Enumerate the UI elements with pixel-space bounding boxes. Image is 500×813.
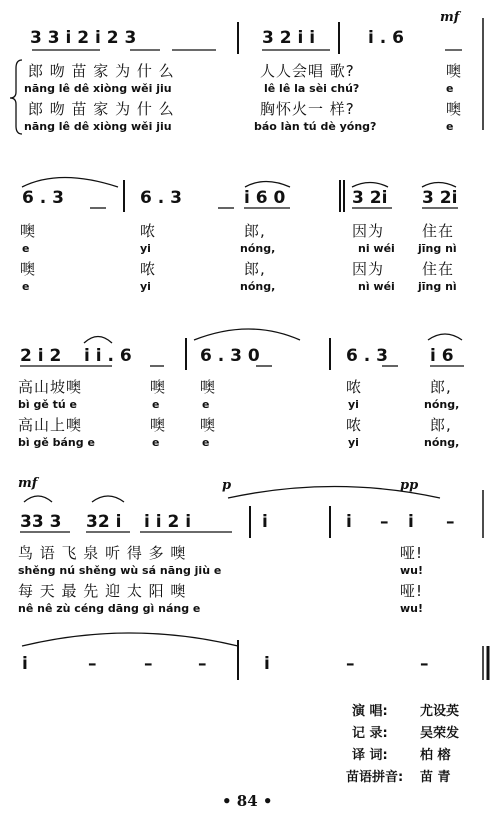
lyric-pinyin: e [22, 280, 30, 293]
lyric-hanzi: 人人会唱 歌? [260, 62, 355, 80]
lyric-hanzi: 噢 [150, 378, 167, 396]
lyric-hanzi: 噢 [446, 100, 463, 118]
note-group: 2 i 2 [20, 346, 62, 366]
lyric-pinyin: bì gě báng e [18, 436, 95, 449]
note-group: 3 2i [352, 188, 388, 208]
note-group: i [22, 654, 28, 674]
note-dash: – [380, 512, 389, 532]
lyric-pinyin: yi [140, 242, 151, 255]
lyric-hanzi: 哝 [346, 378, 363, 396]
note-dash: – [446, 512, 455, 532]
lyric-hanzi: 郎, [244, 222, 266, 240]
lyric-pinyin: báo làn tú dè yóng? [254, 120, 377, 133]
lyric-hanzi: 郎, [430, 378, 452, 396]
note-group: i . 6 [368, 28, 404, 48]
lyric-hanzi: 高山上噢 [18, 416, 83, 434]
lyric-hanzi: 因为 [352, 222, 385, 240]
note-group: 6 . 3 [346, 346, 388, 366]
credit-role: 译 词: [352, 748, 388, 763]
lyric-hanzi: 噢 [20, 222, 37, 240]
lyric-pinyin: nì wéi [358, 280, 395, 293]
credit-name: 尤设英 [420, 704, 460, 719]
lyric-pinyin: nāng lê dê xiòng wěi jiu [24, 82, 172, 95]
lyric-hanzi: 噢 [200, 416, 217, 434]
lyric-pinyin: e [152, 398, 160, 411]
lyric-hanzi: 噢 [446, 62, 463, 80]
lyric-pinyin: e [22, 242, 30, 255]
credit-name: 柏 榕 [420, 748, 451, 763]
note-group: 32 i [86, 512, 122, 532]
credit-role: 记 录: [352, 726, 388, 741]
lyric-hanzi: 高山坡噢 [18, 378, 83, 396]
dynamic-pp: pp [400, 478, 419, 493]
lyric-hanzi: 郎 吻 苗 家 为 什 么 [28, 62, 175, 80]
lyric-hanzi: 哝 [346, 416, 363, 434]
note-group: i [262, 512, 268, 532]
dynamic-p: p [222, 478, 232, 493]
note-group: 3 2i [422, 188, 458, 208]
lyric-pinyin: yi [140, 280, 151, 293]
lyric-hanzi: 住在 [422, 222, 455, 240]
note-dash: – [88, 654, 97, 674]
lyric-pinyin: shěng nú shěng wù sá nāng jiù e [18, 564, 222, 577]
lyric-hanzi: 住在 [422, 260, 455, 278]
lyric-pinyin: nāng lê dê xiòng wěi jiu [24, 120, 172, 133]
lyric-pinyin: nóng, [424, 436, 460, 449]
dynamic-mf: mf [440, 10, 460, 25]
lyric-pinyin: yi [348, 436, 359, 449]
lyric-pinyin: wu! [400, 564, 424, 577]
lyric-hanzi: 哝 [140, 260, 157, 278]
lyric-hanzi: 鸟 语 飞 泉 听 得 多 噢 [18, 544, 187, 562]
lyric-pinyin: e [152, 436, 160, 449]
lyric-pinyin: jīng nì [418, 242, 457, 255]
lyric-hanzi: 噢 [200, 378, 217, 396]
lyric-hanzi: 哑! [400, 544, 424, 562]
lyric-pinyin: ni wéi [358, 242, 395, 255]
note-group: 3 3 i 2 i 2 3 [30, 28, 137, 48]
note-group: i [408, 512, 414, 532]
lyric-pinyin: e [446, 82, 454, 95]
note-group: i 6 [430, 346, 454, 366]
note-group: i 6 0 [244, 188, 286, 208]
lyric-hanzi: 郎 吻 苗 家 为 什 么 [28, 100, 175, 118]
lyric-pinyin: wu! [400, 602, 424, 615]
note-group: 33 3 [20, 512, 62, 532]
note-group: i [346, 512, 352, 532]
lyric-pinyin: nê nê zù céng dāng gì náng e [18, 602, 201, 615]
lyric-pinyin: bì gě tú e [18, 398, 78, 411]
lyric-pinyin: yi [348, 398, 359, 411]
lyric-pinyin: lê lê la sèi chú? [264, 82, 360, 95]
page-number: • 84 • [222, 792, 273, 810]
lyric-hanzi: 因为 [352, 260, 385, 278]
lyric-pinyin: e [202, 398, 210, 411]
note-dash: – [346, 654, 355, 674]
note-group: i i 2 i [144, 512, 192, 532]
lyric-hanzi: 噢 [150, 416, 167, 434]
note-group: 6 . 3 0 [200, 346, 260, 366]
note-group: 6 . 3 [140, 188, 182, 208]
credit-role: 演 唱: [352, 704, 388, 719]
note-group: i [264, 654, 270, 674]
note-group: 6 . 3 [22, 188, 64, 208]
dynamic-mf: mf [18, 476, 38, 491]
credit-name: 苗 青 [420, 770, 451, 785]
lyric-pinyin: nóng, [240, 280, 276, 293]
lyric-hanzi: 哝 [140, 222, 157, 240]
note-dash: – [198, 654, 207, 674]
lyric-hanzi: 哑! [400, 582, 424, 600]
credit-role: 苗语拼音: [346, 770, 404, 785]
lyric-pinyin: e [202, 436, 210, 449]
note-dash: – [144, 654, 153, 674]
lyric-pinyin: e [446, 120, 454, 133]
note-group: 3 2 i i [262, 28, 316, 48]
lyric-hanzi: 郎, [244, 260, 266, 278]
lyric-pinyin: nóng, [424, 398, 460, 411]
lyric-hanzi: 每 天 最 先 迎 太 阳 噢 [18, 582, 187, 600]
lyric-hanzi: 郎, [430, 416, 452, 434]
lyric-hanzi: 噢 [20, 260, 37, 278]
credit-name: 吴荣发 [420, 726, 460, 741]
note-group: i i . 6 [84, 346, 132, 366]
lyric-pinyin: jīng nì [418, 280, 457, 293]
note-dash: – [420, 654, 429, 674]
lyric-pinyin: nóng, [240, 242, 276, 255]
lyric-hanzi: 胸怀火一 样? [260, 100, 355, 118]
